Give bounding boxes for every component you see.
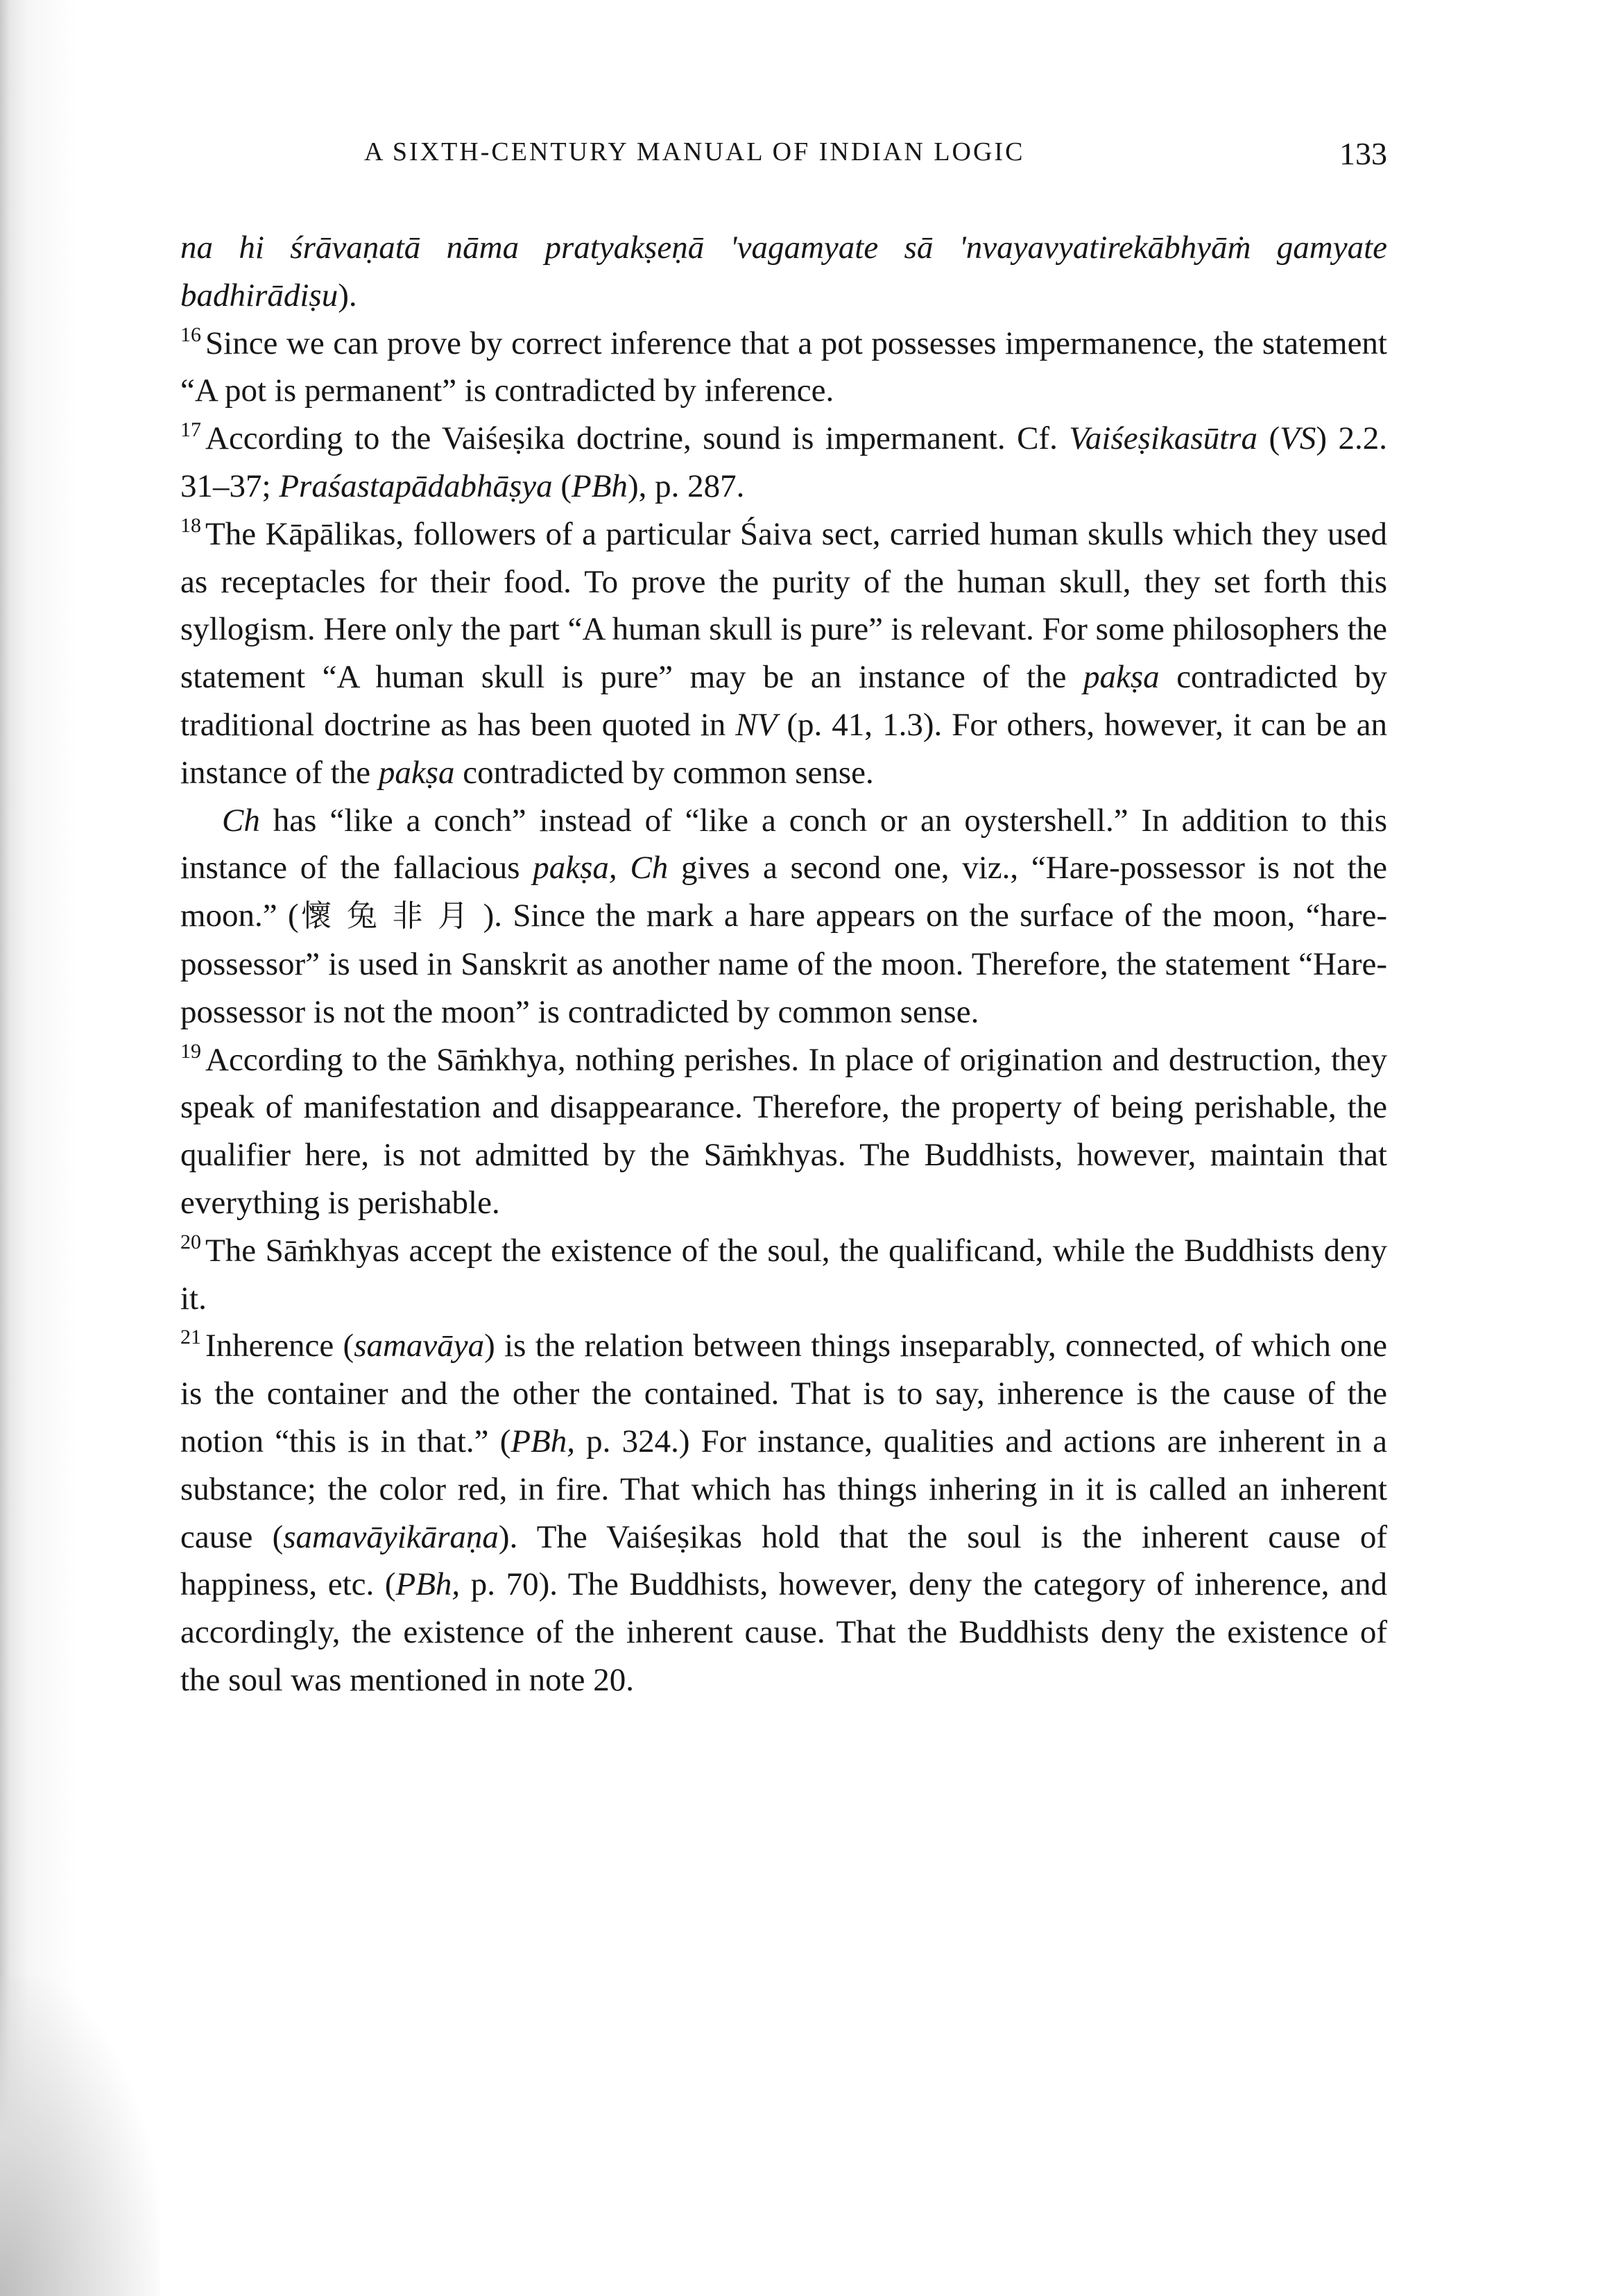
notes-body [180, 224, 1387, 1704]
scan-shadow-edge [0, 0, 83, 2296]
note-number: 16 [180, 323, 201, 346]
book-page [180, 135, 1387, 1704]
note-18-chinese-version: Ch has “like a conch” instead of “like a conch or an oystershell.” In addition to this instance of the fallacious pakṣa, Ch gives a second one, viz., “Hare-possessor is not the moon.” (懷兔非月). Since the mark a hare appears on the surface of the moon, “hare-possessor” is used in Sanskrit as another name of the moon. Therefore, the statement “Hare-possessor is not the moon” is contradicted by common sense. [180, 802, 1388, 1030]
note-15-continuation: na hi śrāvaṇatā nāma pratyakṣeṇā 'vagamyate sā 'nvayavyatirekābhyāṁ gamyate badhirādiṣu). [180, 230, 1387, 314]
note-17: $^{17}$ According to the Vaiśeṣika doctrine, sound is impermanent. Cf. Vaiśeṣikasūtra (VS) 2.2. 31–37; Praśastapādabhāṣya (PBh), p. 287. [180, 418, 1387, 504]
page-number: 133 [1339, 136, 1387, 171]
note-number: 17 [180, 418, 201, 442]
running-title: A SIXTH-CENTURY MANUAL OF INDIAN LOGIC [364, 137, 1025, 166]
note-19: $^{19}$ According to the Sāṁkhya, nothing perishes. In place of origination and destruction, they speak of manifestation and disappearance. Therefore, the property of being perishable, the qualifier here, is not admitted by the Sāṁkhyas. The Buddhists, however, maintain that everything is perishable. [180, 1039, 1387, 1221]
scan-shadow-corner [0, 1977, 160, 2296]
note-21: $^{21}$ Inherence (samavāya) is the relation between things inseparably, connected, of which one is the container and the other the contained. That is to say, inherence is the cause of the notion “this is in that.” (PBh, p. 324.) For instance, qualities and actions are inherent in a substance; the color red, in fire. That which has things inhering in it is called an inherent cause (samavāyikāraṇa). The Vaiśeṣikas hold that the soul is the inherent cause of happiness, etc. (PBh, p. 70). The Buddhists, however, deny the category of inherence, and accordingly, the existence of the inherent cause. That the Buddhists deny the existence of the soul was mentioned in note 20. [180, 1326, 1388, 1698]
note-18: $^{18}$ The Kāpālikas, followers of a particular Śaiva sect, carried human skulls which they used as receptacles for their food. To prove the purity of the human skull, they set forth this syllogism. Here only the part “A human skull is pure” is relevant. For some philosophers the statement “A human skull is pure” may be an instance of the pakṣa contradicted by traditional doctrine as has been quoted in NV (p. 41, 1.3). For others, however, it can be an instance of the pakṣa contradicted by common sense. [180, 513, 1388, 791]
note-number: 20 [180, 1230, 201, 1253]
note-16: $^{16}$ Since we can prove by correct inference that a pot possesses impermanence, the statement “A pot is permanent” is contradicted by inference. [180, 323, 1387, 409]
running-header [180, 135, 1387, 184]
note-number: 18 [180, 513, 201, 537]
note-number: 19 [180, 1039, 201, 1063]
chinese-characters: 懷兔非月 [298, 898, 483, 934]
note-number: 21 [180, 1326, 201, 1349]
note-20: $^{20}$ The Sāṁkhyas accept the existence of the soul, the qualificand, while the Buddhists deny it. [180, 1230, 1387, 1317]
